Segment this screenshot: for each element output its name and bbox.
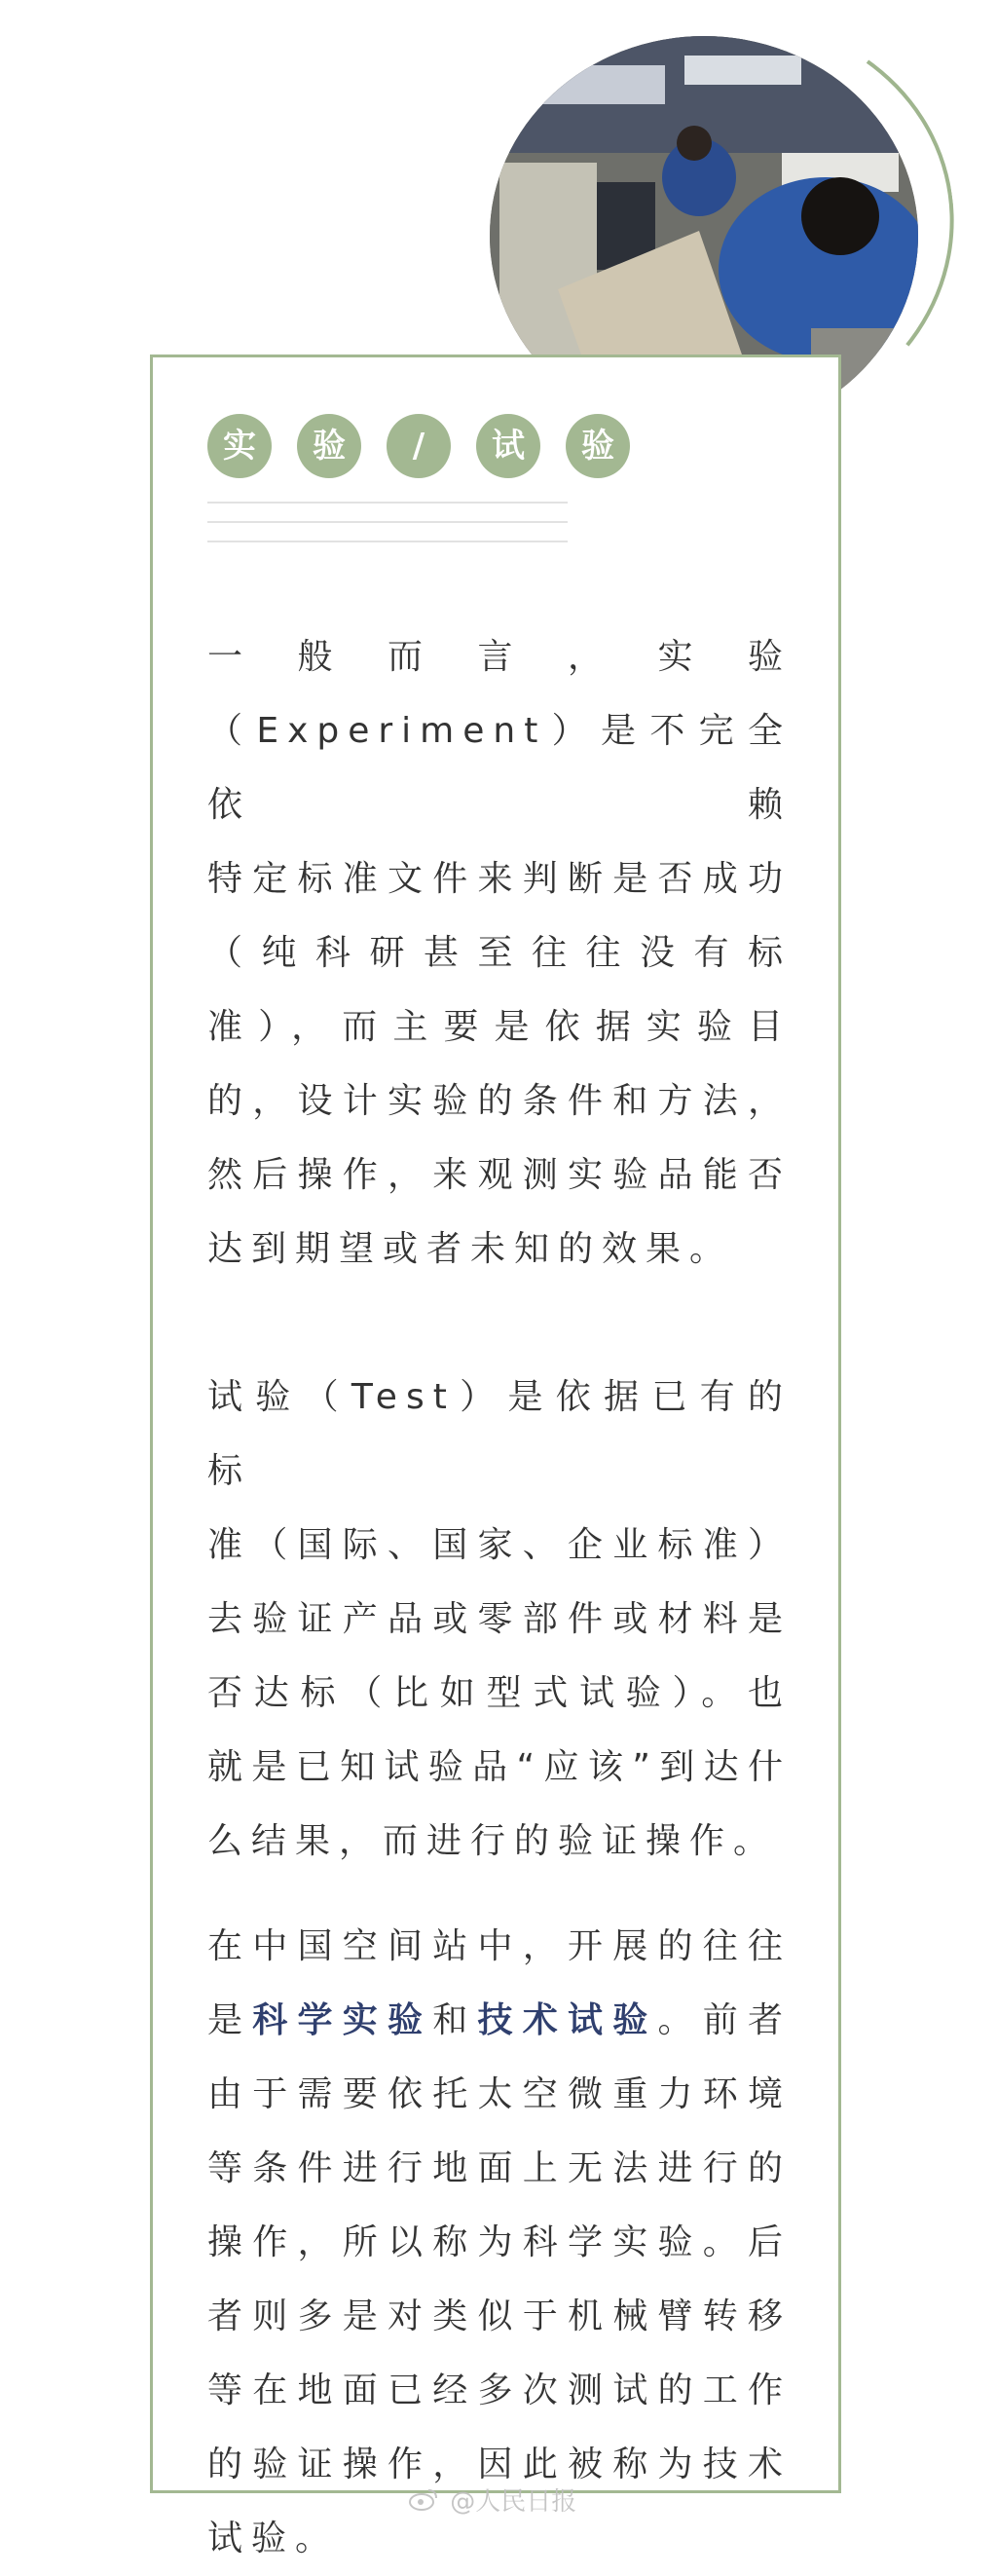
text-line: 去验证产品或零部件或材料是	[207, 1599, 792, 1639]
text-line: 等在地面已经多次测试的工作	[207, 2371, 792, 2410]
text-line: 就是已知试验品“应该”到达什	[207, 1747, 792, 1787]
paragraph-test	[207, 1361, 792, 1879]
text-line: 试验。	[207, 2519, 340, 2558]
text-line: 操作，所以称为科学实验。后	[207, 2222, 792, 2262]
text-line-highlight	[207, 1984, 792, 2058]
text-line: 由于需要依托太空微重力环境	[207, 2074, 792, 2114]
text-line: 等条件进行地面上无法进行的	[207, 2148, 792, 2188]
text-line: 特定标准文件来判断是否成功	[207, 859, 792, 899]
text-line: 在中国空间站中，开展的往往	[207, 1926, 792, 1966]
heading-char-1: 实	[207, 414, 272, 478]
weibo-icon	[409, 2487, 438, 2518]
weibo-watermark	[409, 2482, 576, 2518]
text-line: 达到期望或者未知的效果。	[207, 1229, 734, 1269]
text-line: 试验（Test）是依据已有的标	[207, 1377, 792, 1491]
watermark-text: @人民日报	[450, 2487, 577, 2517]
text-fragment: 。前者	[657, 2000, 792, 2040]
text-line: 么结果，而进行的验证操作。	[207, 1821, 778, 1861]
heading-char-5: 验	[566, 414, 630, 478]
paragraph-space-station	[207, 1910, 792, 2576]
text-line: 的，设计实验的条件和方法，	[207, 1081, 792, 1121]
text-line: （纯科研甚至往往没有标	[207, 933, 792, 973]
paragraph-experiment	[207, 620, 792, 1287]
heading-divider-3	[207, 541, 568, 542]
text-line: 者则多是对类似于机械臂转移	[207, 2296, 792, 2336]
text-line: 然后操作，来观测实验品能否	[207, 1155, 792, 1195]
text-fragment: 和	[432, 2000, 478, 2040]
body-text	[207, 620, 792, 2576]
heading-char-3: /	[387, 414, 451, 478]
text-line: 的验证操作，因此被称为技术	[207, 2445, 792, 2484]
text-line: 准（国际、国家、企业标准）	[207, 1525, 792, 1565]
highlight-science-experiment: 科学实验	[252, 2000, 433, 2040]
text-line: 否达标（比如型式试验）。也	[207, 1673, 792, 1713]
text-fragment: 是	[207, 2000, 253, 2040]
heading-char-2: 验	[297, 414, 361, 478]
text-line: （Experiment）是不完全依赖	[207, 711, 792, 825]
text-line: 一般而言，实验	[207, 637, 792, 677]
text-line: 准），而主要是依据实验目	[207, 1007, 792, 1047]
heading-divider-1	[207, 502, 568, 504]
heading-divider-2	[207, 521, 568, 523]
highlight-technical-test: 技术试验	[477, 2000, 658, 2040]
heading-char-4: 试	[476, 414, 540, 478]
